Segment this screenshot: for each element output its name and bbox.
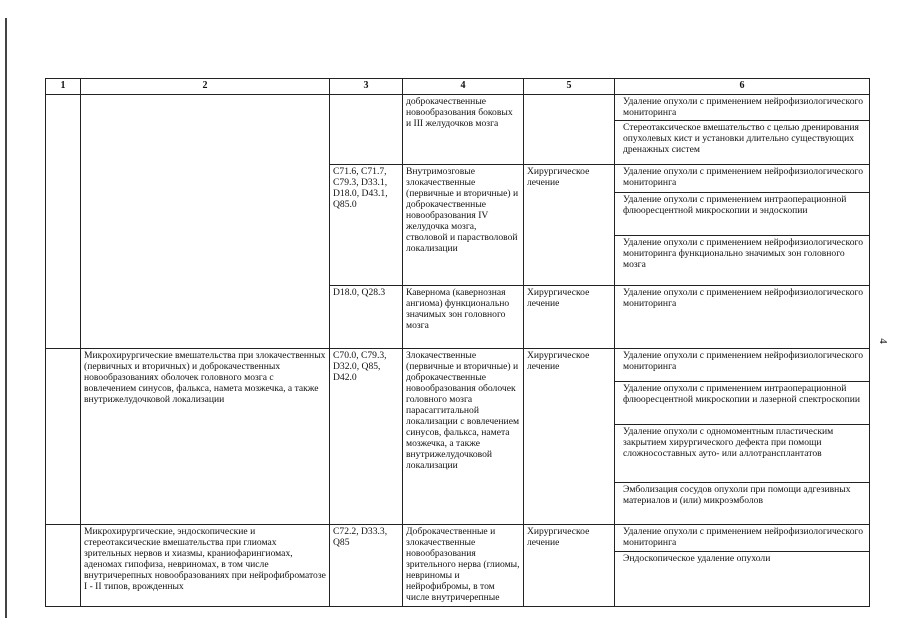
treatment-method: Удаление опухоли с применением нейрофизиологического мониторинга	[623, 287, 863, 309]
treatment-method: Удаление опухоли с применением нейрофизиологического мониторинга	[615, 95, 869, 121]
treatment-methods-cell	[615, 286, 870, 349]
icd-codes-cell: D18.0, Q28.3	[330, 286, 403, 349]
treatment-method: Удаление опухоли с применением нейрофизиологического мониторинга	[615, 349, 869, 382]
method-group-cell	[81, 95, 330, 349]
diagnosis-cell: Злокачественные (первичные и вторичные) и доброкачественные новообразования оболочек головного мозга парасаггитальной локализации с вовлечением синусов, фалькса, намета мозжечка, а также внутрижелудочковой локализации	[403, 349, 524, 525]
treatment-methods-cell	[615, 95, 870, 165]
treatment-methods-cell	[615, 349, 870, 525]
group-number-cell	[46, 349, 81, 525]
column-number-5: 5	[524, 79, 615, 95]
column-number-3: 3	[330, 79, 403, 95]
treatment-method: Удаление опухоли с одномоментным пластическим закрытием хирургического дефекта при помощи сложносоставных ауто- или аллотрансплантатов	[615, 425, 869, 483]
treatment-method: Эмболизация сосудов опухоли при помощи адгезивных материалов и (или) микроэмболов	[623, 484, 851, 506]
table-row	[46, 95, 870, 165]
treatment-type-cell: Хирургическое лечение	[524, 525, 615, 607]
treatment-method: Эндоскопическое удаление опухоли	[623, 553, 771, 564]
column-number-6: 6	[615, 79, 870, 95]
table-row	[46, 525, 870, 607]
table-header-row	[46, 79, 870, 95]
treatment-methods-cell	[615, 165, 870, 286]
icd-codes-cell	[330, 95, 403, 165]
group-number-cell	[46, 95, 81, 349]
page-edge-line	[5, 18, 7, 618]
treatment-method: Удаление опухоли с применением нейрофизиологического мониторинга	[615, 525, 869, 552]
treatment-method: Удаление опухоли с применением интраоперационной флюоресцентной микроскопии и эндоскопии	[615, 193, 869, 236]
treatment-method: Удаление опухоли с применением нейрофизиологического мониторинга функционально значимых зон головного мозга	[623, 237, 863, 270]
column-number-2: 2	[81, 79, 330, 95]
column-number-4: 4	[403, 79, 524, 95]
treatment-type-cell: Хирургическое лечение	[524, 165, 615, 286]
table-row	[46, 349, 870, 525]
icd-codes-cell: C70.0, C79.3, D32.0, Q85, D42.0	[330, 349, 403, 525]
icd-codes-cell: C72.2, D33.3, Q85	[330, 525, 403, 607]
medical-procedures-table	[45, 78, 870, 607]
diagnosis-cell: доброкачественные новообразования боковых и III желудочков мозга	[403, 95, 524, 165]
method-group-cell: Микрохирургические вмешательства при злокачественных (первичных и вторичных) и доброкачественных новообразованиях оболочек головного мозга с вовлечением синусов, фалькса, намета мозжечка, а также внутрижелудочковой локализации	[81, 349, 330, 525]
treatment-type-cell: Хирургическое лечение	[524, 286, 615, 349]
diagnosis-cell: Внутримозговые злокачественные (первичные и вторичные) и доброкачественные новообразования IV желудочка мозга, стволовой и парастволовой локализации	[403, 165, 524, 286]
column-number-1: 1	[46, 79, 81, 95]
treatment-method: Удаление опухоли с применением нейрофизиологического мониторинга	[615, 165, 869, 193]
diagnosis-cell: Доброкачественные и злокачественные новообразования зрительного нерва (глиомы, невриномы и нейрофибромы, в том числе внутричерепные	[403, 525, 524, 607]
treatment-type-cell	[524, 95, 615, 165]
treatment-methods-cell	[615, 525, 870, 607]
group-number-cell	[46, 525, 81, 607]
icd-codes-cell: C71.6, C71.7, C79.3, D33.1, D18.0, D43.1, Q85.0	[330, 165, 403, 286]
treatment-type-cell: Хирургическое лечение	[524, 349, 615, 525]
side-page-number: 4	[876, 338, 889, 344]
diagnosis-cell: Кавернома (кавернозная ангиома) функционально значимых зон головного мозга	[403, 286, 524, 349]
treatment-method: Удаление опухоли с применением интраоперационной флюоресцентной микроскопии и лазерной спектроскопии	[615, 382, 869, 425]
method-group-cell: Микрохирургические, эндоскопические и стереотаксические вмешательства при глиомах зрительных нервов и хиазмы, краниофарингиомах, аденомах гипофиза, невриномах, в том числе внутричерепных новообразованиях при нейрофиброматозе I - II типов, врожденных	[81, 525, 330, 607]
treatment-method: Стереотаксическое вмешательство с целью дренирования опухолевых кист и установки длительно существующих дренажных систем	[623, 122, 859, 155]
